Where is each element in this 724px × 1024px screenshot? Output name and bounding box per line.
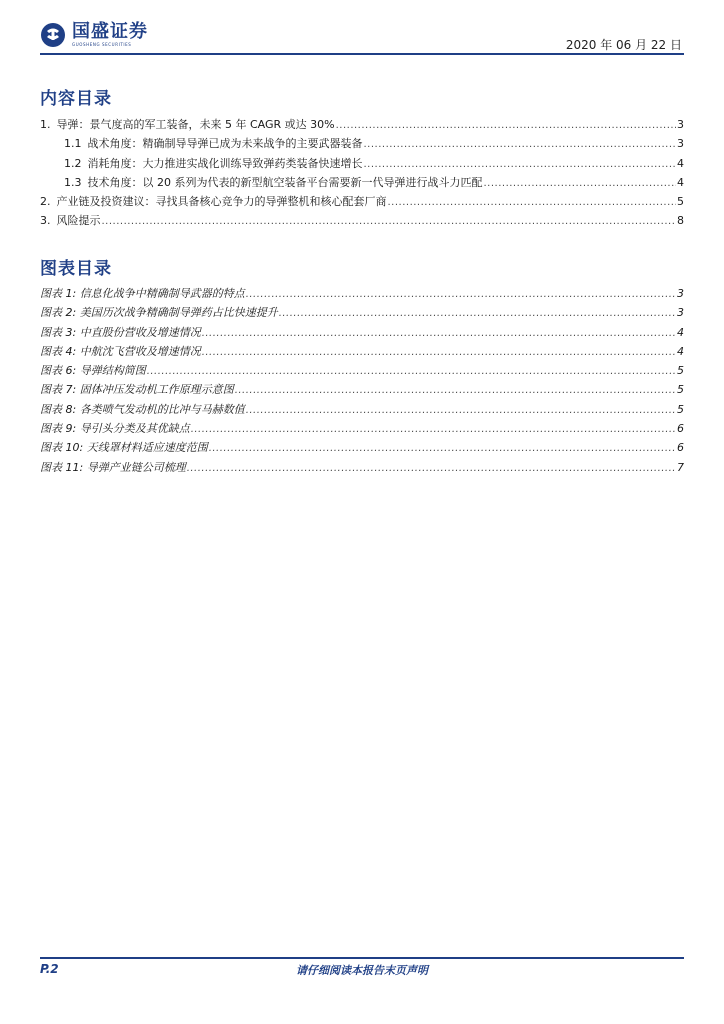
- figure-item-label: 图表 10: 天线罩材料适应速度范围: [40, 441, 208, 455]
- toc-item-page: 4: [677, 156, 684, 170]
- figure-item-label: 图表 9: 导引头分类及其优缺点: [40, 422, 190, 436]
- toc-item-page: 3: [677, 137, 684, 151]
- page-number: P.2: [40, 962, 59, 976]
- figure-item[interactable]: [40, 361, 684, 380]
- toc-item-number: 2.: [40, 195, 51, 209]
- toc-item-label: 风险提示: [56, 214, 101, 228]
- toc-title: 内容目录: [40, 89, 112, 109]
- toc-item[interactable]: [40, 192, 684, 211]
- figures-title: 图表目录: [40, 259, 112, 279]
- toc-item-number: 1.3: [64, 175, 82, 189]
- toc-item-page: 4: [677, 175, 684, 189]
- toc-list: [40, 115, 684, 231]
- figure-item-label: 图表 4: 中航沈飞营收及增速情况: [40, 344, 201, 358]
- toc-leader-dots: [191, 420, 676, 439]
- toc-leader-dots: [279, 304, 676, 323]
- brand-name-en: GUOSHENG SECURITIES: [72, 42, 132, 47]
- toc-leader-dots: [235, 381, 676, 400]
- toc-leader-dots: [246, 285, 676, 304]
- figure-item-page: 7: [677, 460, 684, 474]
- figure-item[interactable]: [40, 438, 684, 457]
- toc-item-page: 3: [677, 118, 684, 131]
- figure-item-page: 3: [677, 287, 684, 300]
- toc-item-page: 5: [677, 195, 684, 209]
- toc-item-number: 1.: [40, 118, 51, 131]
- page-header: [0, 0, 724, 60]
- toc-leader-dots: [202, 324, 676, 343]
- toc-item[interactable]: [40, 134, 684, 153]
- figure-item[interactable]: [40, 419, 684, 438]
- figure-item[interactable]: [40, 303, 684, 322]
- toc-leader-dots: [364, 155, 677, 174]
- toc-leader-dots: [187, 459, 676, 478]
- figure-item[interactable]: [40, 323, 684, 342]
- toc-leader-dots: [202, 343, 676, 362]
- figure-item-page: 5: [677, 383, 684, 397]
- figure-item-page: 6: [677, 441, 684, 455]
- toc-leader-dots: [102, 212, 677, 231]
- figure-item-page: 4: [677, 325, 684, 339]
- figure-item-label: 图表 3: 中直股份营收及增速情况: [40, 325, 201, 339]
- toc-leader-dots: [336, 116, 676, 135]
- toc-item-label: 消耗角度：大力推进实战化训练导致弹药类装备快速增长: [87, 156, 363, 170]
- figure-item-label: 图表 8: 各类喷气发动机的比冲与马赫数值: [40, 402, 245, 416]
- figure-item[interactable]: [40, 342, 684, 361]
- toc-item-label: 技术角度：以 20 系列为代表的新型航空装备平台需要新一代导弹进行战斗力匹配: [87, 175, 483, 189]
- disclaimer-note: 请仔细阅读本报告末页声明: [296, 964, 428, 977]
- figure-item[interactable]: [40, 458, 684, 477]
- figure-item-page: 3: [677, 306, 684, 320]
- footer-divider: [40, 957, 684, 959]
- toc-item[interactable]: [40, 154, 684, 173]
- toc-item-page: 8: [677, 214, 684, 228]
- figure-item-label: 图表 1: 信息化战争中精确制导武器的特点: [40, 287, 245, 300]
- figure-item-label: 图表 11: 导弹产业链公司梳理: [40, 460, 186, 474]
- figure-item[interactable]: [40, 284, 684, 303]
- brand-logo: [40, 22, 148, 48]
- toc-leader-dots: [388, 193, 677, 212]
- toc-leader-dots: [147, 362, 676, 381]
- brand-name-cn: 国盛证券: [72, 21, 148, 42]
- figure-item-page: 6: [677, 422, 684, 436]
- figure-item[interactable]: [40, 400, 684, 419]
- toc-item-label: 战术角度：精确制导导弹已成为未来战争的主要武器装备: [87, 137, 363, 151]
- toc-item-number: 1.1: [64, 137, 82, 151]
- header-divider: [40, 53, 684, 55]
- toc-item[interactable]: [40, 211, 684, 230]
- figure-item-page: 5: [677, 364, 684, 378]
- figure-item[interactable]: [40, 380, 684, 399]
- figure-item-label: 图表 2: 美国历次战争精确制导弹药占比快速提升: [40, 306, 278, 320]
- toc-item-number: 3.: [40, 214, 51, 228]
- toc-leader-dots: [209, 439, 676, 458]
- toc-item[interactable]: [40, 173, 684, 192]
- toc-leader-dots: [246, 401, 676, 420]
- toc-item-label: 导弹：景气度高的军工装备，未来 5 年 CAGR 或达 30%: [56, 118, 335, 131]
- toc-item-number: 1.2: [64, 156, 82, 170]
- toc-item[interactable]: [40, 115, 684, 134]
- toc-leader-dots: [484, 174, 677, 193]
- figures-list: [40, 284, 684, 477]
- brand-logo-icon: [40, 22, 66, 48]
- figure-item-page: 5: [677, 402, 684, 416]
- figure-item-label: 图表 6: 导弹结构简图: [40, 364, 146, 378]
- toc-leader-dots: [364, 135, 677, 154]
- report-date: 2020 年 06 月 22 日: [565, 38, 682, 52]
- figure-item-label: 图表 7: 固体冲压发动机工作原理示意图: [40, 383, 234, 397]
- figure-item-page: 4: [677, 344, 684, 358]
- toc-item-label: 产业链及投资建议：寻找具备核心竞争力的导弹整机和核心配套厂商: [56, 195, 387, 209]
